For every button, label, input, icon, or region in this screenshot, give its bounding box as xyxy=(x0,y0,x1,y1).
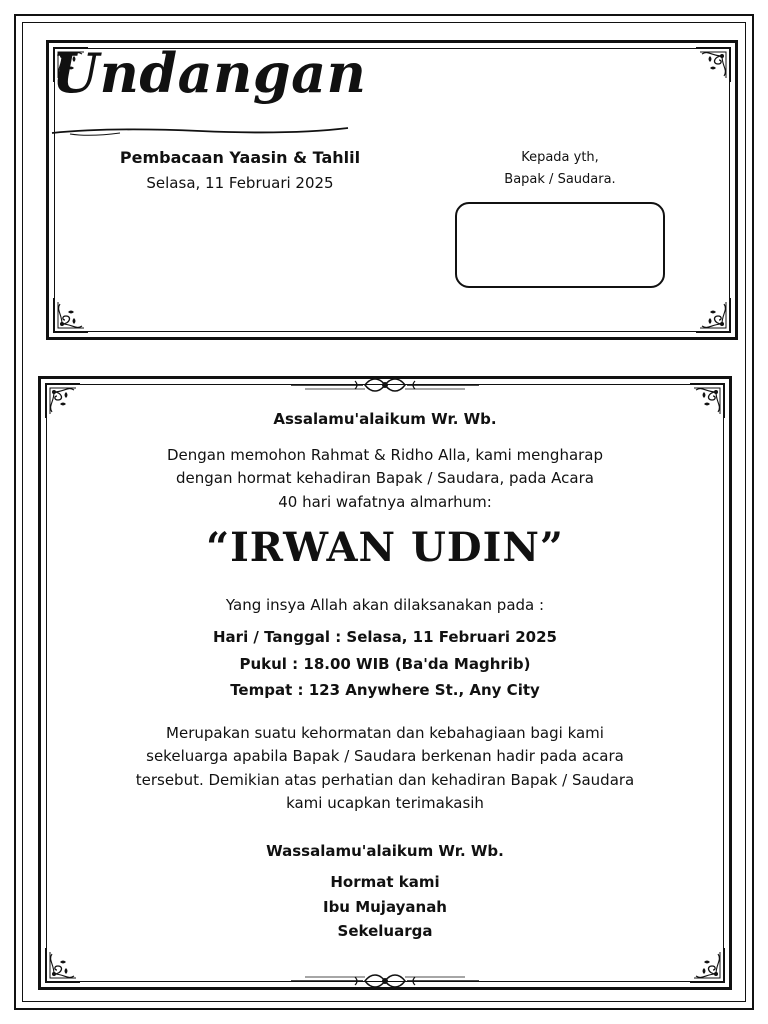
closing-greeting: Wassalamu'alaikum Wr. Wb. xyxy=(266,842,504,860)
intro-line: 40 hari wafatnya almarhum: xyxy=(278,492,492,511)
corner-ornament-icon xyxy=(692,294,736,338)
closing-line: sekeluarga apabila Bapak / Saudara berkenan hadir pada acara xyxy=(146,747,624,766)
intro-line: Dengan memohon Rahmat & Ridho Alla, kami mengharap xyxy=(166,446,604,464)
detail-date: Hari / Tanggal : Selasa, 11 Februari 2025 xyxy=(213,628,557,646)
corner-ornament-icon xyxy=(686,944,730,988)
invitation-title: Undangan xyxy=(52,41,367,105)
detail-time: Pukul : 18.00 WIB (Ba'da Maghrib) xyxy=(239,655,531,673)
detail-place: Tempat : 123 Anywhere St., Any City xyxy=(230,681,540,699)
corner-ornament-icon xyxy=(40,944,84,988)
recipient-label: Kepada yth, xyxy=(521,150,599,165)
title-underline-flourish-icon xyxy=(50,122,350,138)
schedule-lead: Yang insya Allah akan dilaksanakan pada : xyxy=(225,596,545,614)
signature-family: Sekeluarga xyxy=(337,922,433,940)
signature-line: Hormat kami xyxy=(330,873,440,891)
corner-ornament-icon xyxy=(692,42,736,86)
closing-line: kami ucapkan terimakasih xyxy=(286,793,484,812)
deceased-name: “IRWAN UDIN” xyxy=(206,524,564,571)
intro-paragraph xyxy=(38,444,732,514)
top-center-ornament-icon xyxy=(285,373,485,397)
closing-paragraph xyxy=(38,722,732,815)
recipient-address-box[interactable] xyxy=(455,202,665,288)
closing-line: Merupakan suatu kehormatan dan kebahagiaan bagi kami xyxy=(166,724,604,742)
corner-ornament-icon xyxy=(48,294,92,338)
signature-name: Ibu Mujayanah xyxy=(322,898,447,916)
event-name: Pembacaan Yaasin & Tahlil xyxy=(119,148,361,167)
opening-greeting: Assalamu'alaikum Wr. Wb. xyxy=(273,410,497,428)
event-date: Selasa, 11 Februari 2025 xyxy=(146,174,334,192)
recipient-name: Bapak / Saudara. xyxy=(504,172,616,187)
bottom-center-ornament-icon xyxy=(285,969,485,993)
intro-line: dengan hormat kehadiran Bapak / Saudara, pada Acara xyxy=(176,469,594,488)
closing-line: tersebut. Demikian atas perhatian dan kehadiran Bapak / Saudara xyxy=(135,770,635,789)
